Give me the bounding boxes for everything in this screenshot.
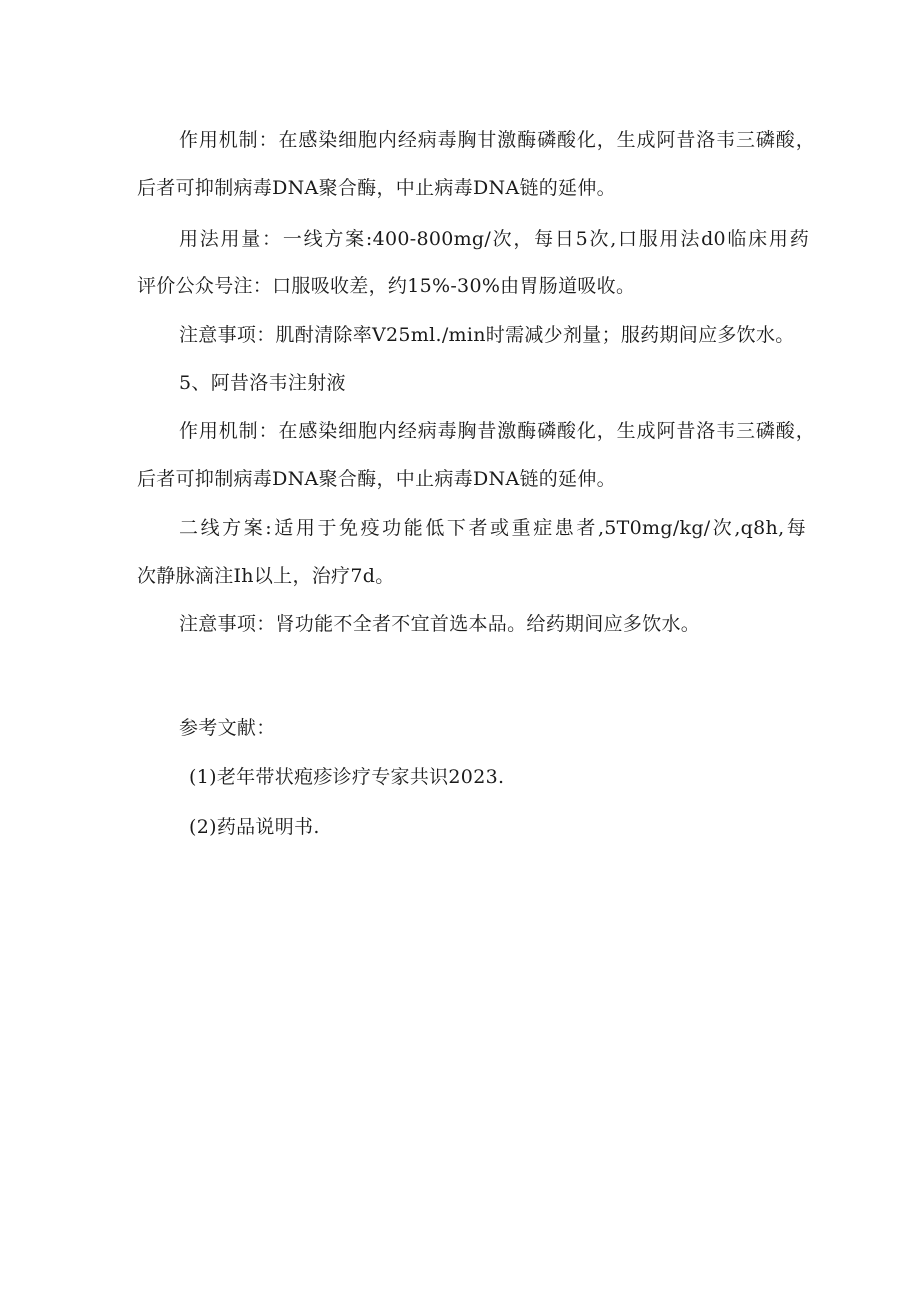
paragraph-line: 评价公众号注：口服吸收差，约15%-30%由胃肠道吸收。 <box>137 275 636 297</box>
reference-item: (1)老年带状疱疹诊疗专家共识2023. <box>189 766 505 788</box>
paragraph-line: 用法用量：一线方案:400-800mg/次，每日5次,口服用法d0临床用药 <box>179 228 809 250</box>
paragraph-line: 后者可抑制病毒DNA聚合酶，中止病毒DNA链的延伸。 <box>137 177 616 199</box>
paragraph-line: 后者可抑制病毒DNA聚合酶，中止病毒DNA链的延伸。 <box>137 468 616 490</box>
paragraph-line: 次静脉滴注Ih以上，治疗7d。 <box>137 565 395 587</box>
reference-item: (2)药品说明书. <box>189 816 320 838</box>
paragraph-line: 注意事项：肾功能不全者不宜首选本品。给药期间应多饮水。 <box>179 613 701 635</box>
paragraph-line: 二线方案:适用于免疫功能低下者或重症患者,5T0mg/kg/次,q8h,每 <box>179 517 806 539</box>
section-heading: 5、阿昔洛韦注射液 <box>179 372 346 394</box>
paragraph-line: 作用机制：在感染细胞内经病毒胸昔激酶磷酸化，生成阿昔洛韦三磷酸， <box>179 420 815 442</box>
references-heading: 参考文献： <box>179 717 276 739</box>
paragraph-line: 作用机制：在感染细胞内经病毒胸甘激酶磷酸化，生成阿昔洛韦三磷酸， <box>179 129 815 151</box>
paragraph-line: 注意事项：肌酎清除率V25ml./min时需减少剂量；服药期间应多饮水。 <box>179 324 795 346</box>
